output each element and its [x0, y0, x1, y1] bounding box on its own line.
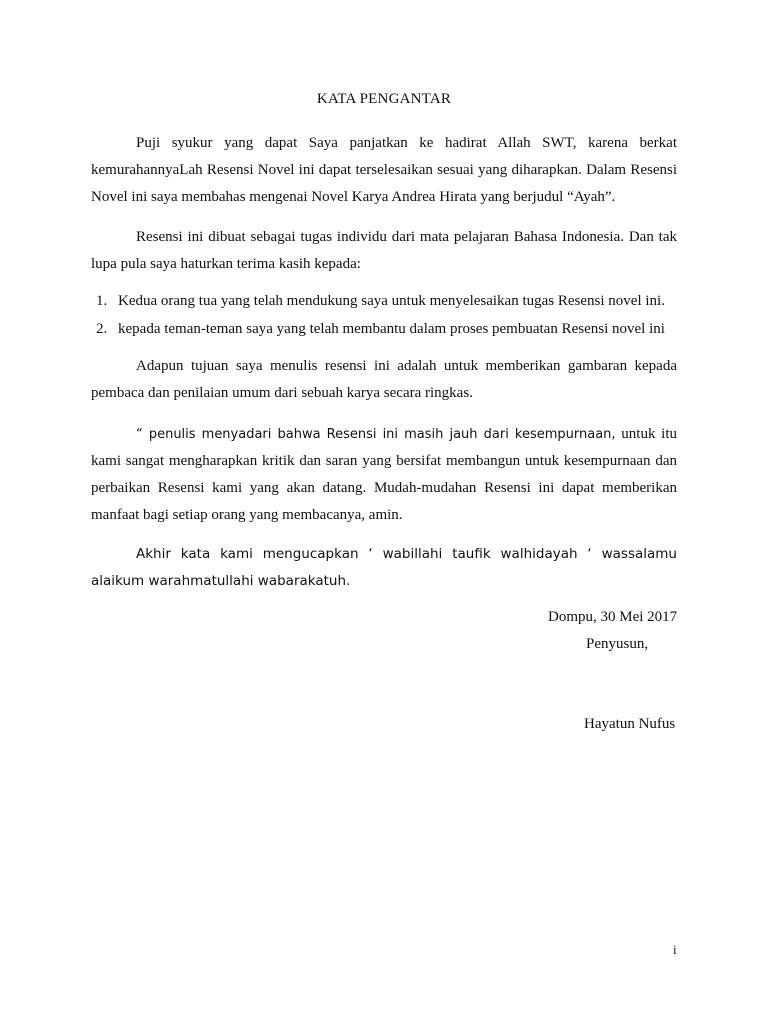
page-number: i [673, 942, 677, 957]
page-title: KATA PENGANTAR [316, 91, 452, 107]
paragraph-purpose [91, 224, 677, 278]
list-item [96, 287, 686, 315]
paragraph-purpose-text: Resensi ini dibuat sebagai tugas individu dari mata pelajaran Bahasa Indonesia. Dan tak lupa pula saya haturkan terima kasih kepada: [91, 229, 677, 272]
paragraph-closing-text: Akhir kata kami mengucapkan ‘ wabillahi taufik walhidayah ‘ wassalamu alaikum warahmatullahi wabarakatuh. [91, 546, 677, 589]
list-item [96, 315, 686, 343]
paragraph-acknowledgement-rest: untuk itu kami sangat mengharapkan kritik dan saran yang bersifat membangun untuk kesempurnaan dan perbaikan Resensi kami yang akan datang. Mudah-mudahan Resensi ini dapat memberikan manfaat bagi setiap orang yang membacanya, amin. [91, 426, 677, 523]
signature-name: Hayatun Nufus [584, 716, 676, 732]
list-item-number: 1. [96, 293, 108, 309]
signature-place-date: Dompu, 30 Mei 2017 [548, 609, 678, 625]
list-item-text: kepada teman-teman saya yang telah membantu dalam proses pembuatan Resensi novel ini [118, 321, 665, 337]
thanks-list [96, 287, 686, 343]
paragraph-goal-text: Adapun tujuan saya menulis resensi ini adalah untuk memberikan gambaran kepada pembaca dan penilaian umum dari sebuah karya secara ringkas. [91, 358, 677, 401]
list-item-number: 2. [96, 321, 108, 337]
paragraph-acknowledgement-text [91, 421, 677, 529]
paragraph-intro [91, 130, 677, 211]
paragraph-goal [91, 353, 677, 407]
paragraph-acknowledgement-start: “ penulis menyadari bahwa Resensi ini masih jauh dari kesempurnaan, [136, 427, 616, 442]
paragraph-intro-text: Puji syukur yang dapat Saya panjatkan ke hadirat Allah SWT, karena berkat kemurahannyaLah Resensi Novel ini dapat terselesaikan sesuai yang diharapkan. Dalam Resensi Novel ini saya membahas mengenai Novel Karya Andrea Hirata yang berjudul “Ayah”. [91, 135, 677, 205]
paragraph-closing [91, 541, 677, 595]
paragraph-acknowledgement [91, 421, 677, 529]
signature-role: Penyusun, [586, 636, 649, 652]
list-item-text: Kedua orang tua yang telah mendukung saya untuk menyelesaikan tugas Resensi novel ini. [118, 293, 665, 309]
